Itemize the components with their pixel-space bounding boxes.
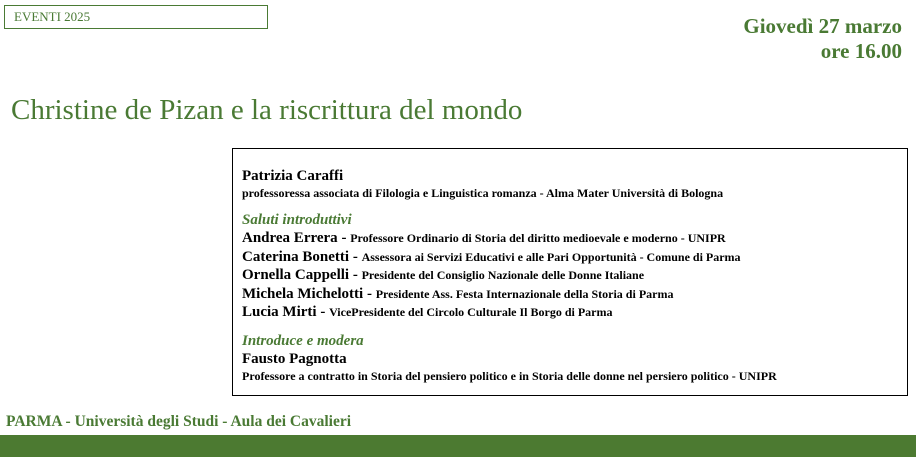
- saluti-name: Lucia Mirti: [242, 304, 317, 320]
- moderator-name: Fausto Pagnotta: [242, 350, 347, 367]
- saluti-role: Assessora ai Servizi Educativi e alle Pari Opportunità - Comune di Parma: [361, 249, 741, 264]
- event-datetime: [743, 14, 902, 64]
- saluti-role: Presidente del Consiglio Nazionale delle Donne Italiane: [361, 268, 645, 282]
- event-time: ore 16.00: [820, 39, 902, 63]
- saluti-row: [242, 303, 907, 322]
- saluti-name: Ornella Cappelli: [242, 267, 350, 283]
- separator: -: [349, 248, 362, 265]
- saluti-row: [242, 266, 907, 285]
- separator: -: [337, 230, 351, 246]
- saluti-row: [242, 248, 907, 267]
- separator: -: [316, 304, 330, 320]
- saluti-row: [242, 285, 907, 304]
- speaker-role: professoressa associata di Filologia e Linguistica romanza - Alma Mater Università di Bologna: [242, 186, 724, 200]
- saluti-row: [242, 229, 907, 248]
- event-date: Giovedì 27 marzo: [743, 14, 902, 38]
- moderator-heading: Introduce e modera: [242, 332, 364, 349]
- speaker-name: Patrizia Caraffi: [242, 168, 344, 184]
- event-title: Christine de Pizan e la riscrittura del mondo: [11, 94, 523, 126]
- footer-bar: [0, 435, 916, 457]
- moderator-role: Professore a contratto in Storia del pensiero politico e in Storia delle donne nel persiero politico - UNIPR: [242, 368, 777, 383]
- venue-location: PARMA - Università degli Studi - Aula dei Cavalieri: [6, 413, 352, 430]
- separator: -: [349, 267, 362, 283]
- saluti-role: Professore Ordinario di Storia del diritto medioevale e moderno - UNIPR: [350, 231, 726, 245]
- saluti-name: Michela Michelotti: [242, 285, 364, 302]
- saluti-name: Andrea Errera: [242, 230, 338, 246]
- separator: -: [363, 285, 376, 302]
- saluti-role: Presidente Ass. Festa Internazionale della Storia di Parma: [375, 286, 674, 301]
- saluti-role: VicePresidente del Circolo Culturale Il Borgo di Parma: [329, 305, 613, 319]
- program-panel: [232, 148, 908, 396]
- event-category-tag: EVENTI 2025: [4, 5, 268, 29]
- saluti-heading: Saluti introduttivi: [242, 212, 352, 228]
- saluti-name: Caterina Bonetti: [242, 248, 350, 265]
